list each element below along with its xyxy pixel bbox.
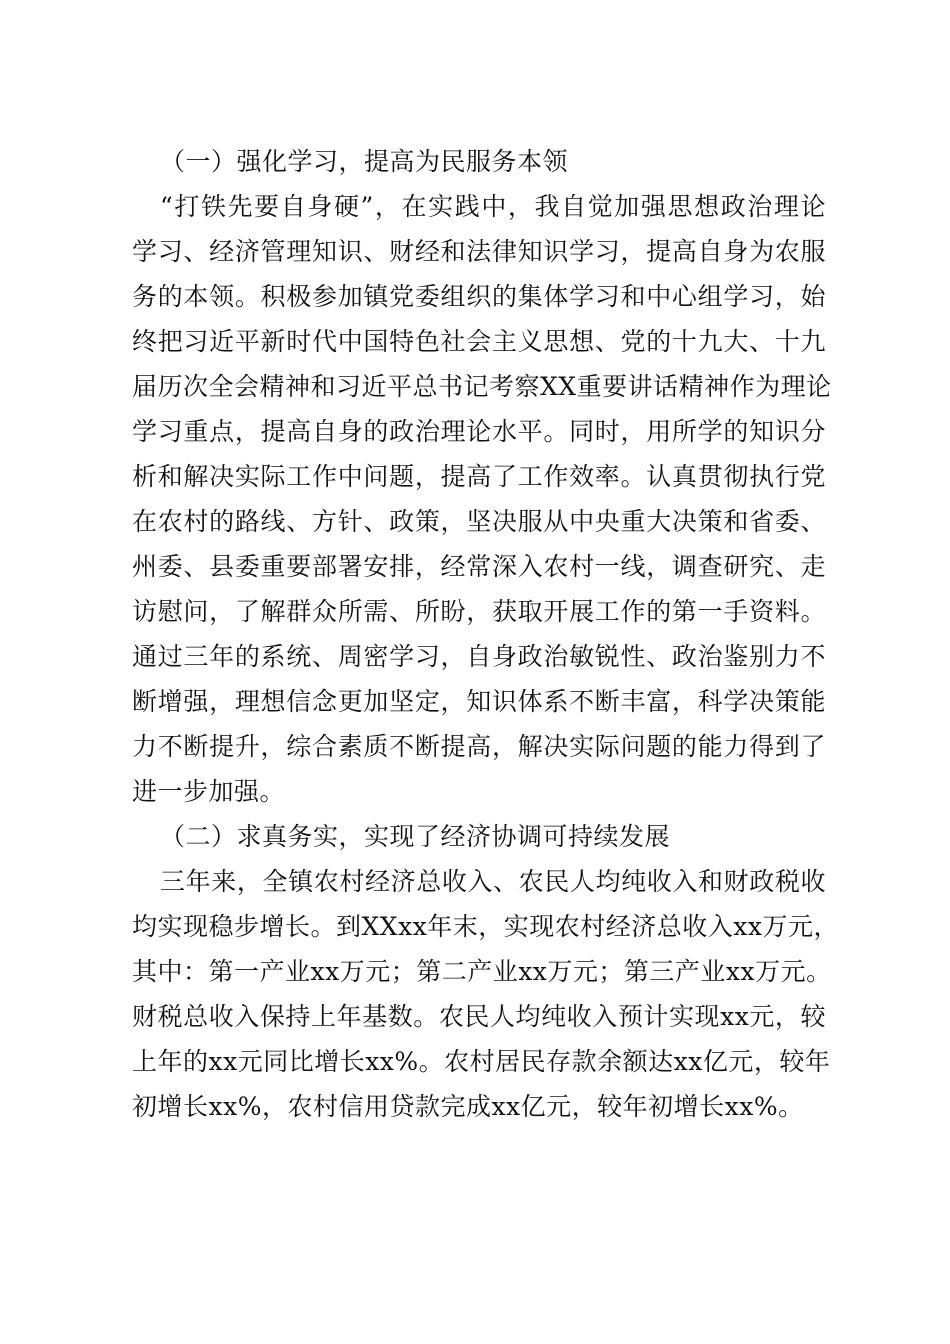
- paragraph-line: 终把习近平新时代中国特色社会主义思想、党的十九大、十九: [132, 327, 826, 356]
- paragraph-line: 学习重点，提高自身的政治理论水平。同时，用所学的知识分: [132, 417, 826, 446]
- paragraph-line: 其中：第一产业xx万元；第二产业xx万元；第三产业xx万元。: [132, 957, 832, 986]
- paragraph-line: 在农村的路线、方针、政策，坚决服从中央重大决策和省委、: [132, 507, 826, 536]
- document-body: [132, 139, 839, 1129]
- paragraph-line: 届历次全会精神和习近平总书记考察XX重要讲话精神作为理论: [132, 372, 832, 401]
- paragraph-line: 通过三年的系统、周密学习，自身政治敏锐性、政治鉴别力不: [132, 642, 826, 671]
- paragraph-line: 访慰问，了解群众所需、所盼，获取开展工作的第一手资料。: [132, 597, 826, 626]
- paragraph-line: 断增强，理想信念更加坚定，知识体系不断丰富，科学决策能: [132, 687, 826, 716]
- paragraph-line: 均实现稳步增长。到XXxx年末，实现农村经济总收入xx万元，: [132, 912, 839, 941]
- paragraph-line: 财税总收入保持上年基数。农民人均纯收入预计实现xx元，较: [132, 1002, 826, 1031]
- section-heading-2: （二）求真务实，实现了经济协调可持续发展: [160, 822, 671, 851]
- paragraph-line: 上年的xx元同比增长xx%。农村居民存款余额达xx亿元，较年: [132, 1047, 831, 1076]
- paragraph-line: 学习、经济管理知识、财经和法律知识学习，提高自身为农服: [132, 237, 826, 266]
- paragraph-line: 务的本领。积极参加镇党委组织的集体学习和中心组学习，始: [132, 282, 826, 311]
- section-paragraph-2: [132, 859, 839, 1129]
- paragraph-line: 三年来，全镇农村经济总收入、农民人均纯收入和财政税收: [160, 867, 826, 896]
- paragraph-line: 初增长xx%，农村信用贷款完成xx亿元，较年初增长xx%。: [132, 1092, 804, 1121]
- paragraph-line: 进一步加强。: [132, 777, 286, 806]
- paragraph-line: 析和解决实际工作中问题，提高了工作效率。认真贯彻执行党: [132, 462, 826, 491]
- section-heading-1: （一）强化学习，提高为民服务本领: [160, 147, 569, 176]
- paragraph-line: 州委、县委重要部署安排，经常深入农村一线，调查研究、走: [132, 552, 826, 581]
- paragraph-line: 力不断提升，综合素质不断提高，解决实际问题的能力得到了: [132, 732, 826, 761]
- section-paragraph-1: [132, 184, 832, 814]
- paragraph-line: “打铁先要自身硬”，在实践中，我自觉加强思想政治理论: [160, 192, 826, 221]
